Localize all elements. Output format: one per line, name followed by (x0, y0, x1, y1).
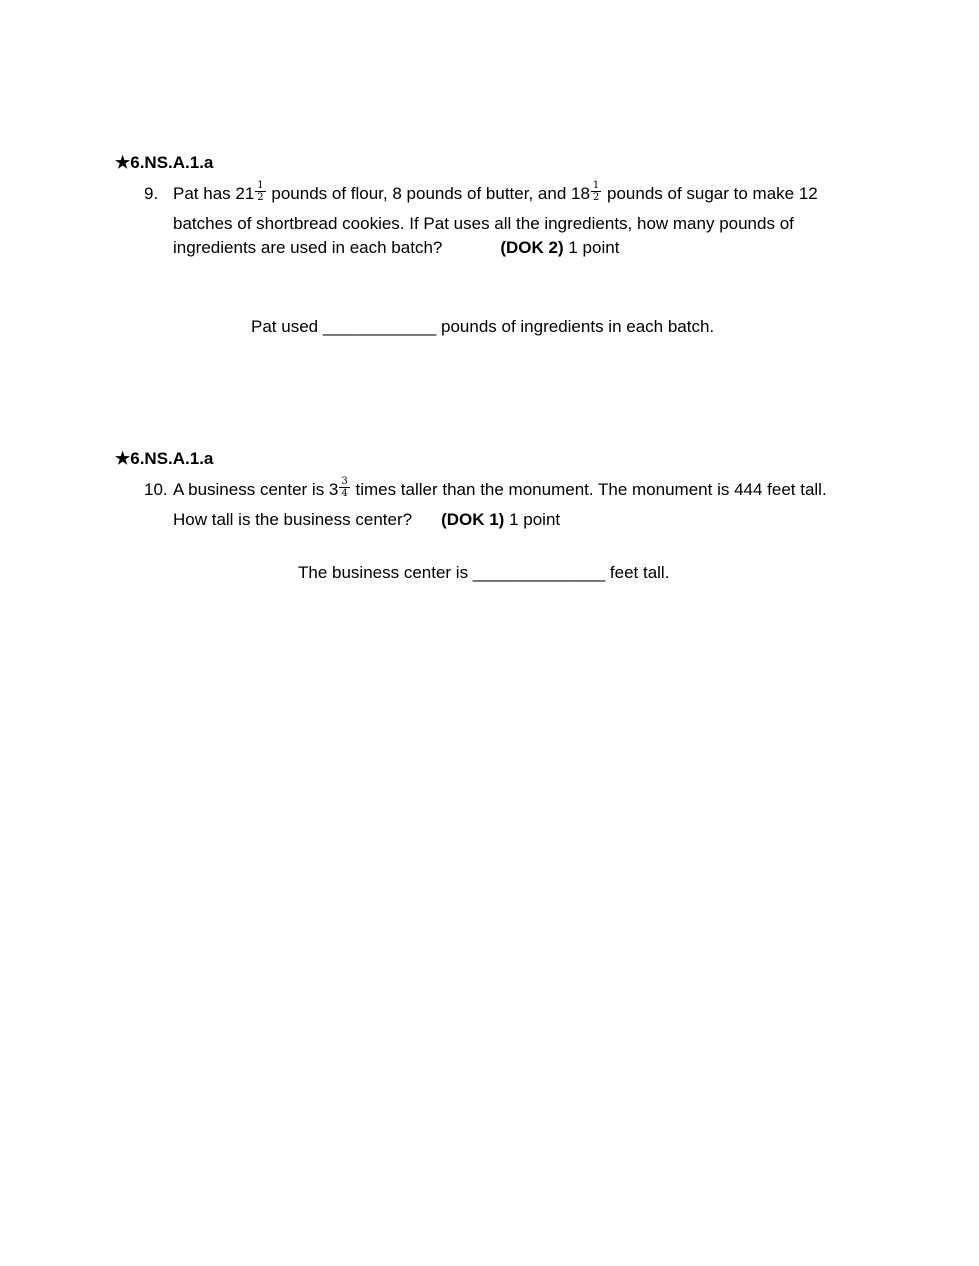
points-label: 1 point (509, 510, 561, 529)
question-text-line (173, 180, 818, 204)
dok-label: (DOK 2) (500, 238, 564, 257)
fraction-denominator: 2 (257, 192, 264, 204)
question-number: 9. (144, 184, 159, 203)
fraction-numerator: 1 (257, 180, 264, 192)
text-segment: times taller than the monument. The monument is 444 feet tall. (350, 480, 827, 499)
question-text-line: batches of shortbread cookies. If Pat uses all the ingredients, how many pounds of (173, 214, 794, 233)
fraction (339, 476, 349, 499)
text-segment: A business center is 3 (173, 480, 339, 499)
answer-line: Pat used ____________ pounds of ingredients in each batch. (251, 317, 715, 336)
question-text-line (173, 238, 619, 258)
text-segment: pounds of flour, 8 pounds of butter, and 18 (266, 184, 590, 203)
question-text-line (173, 476, 827, 500)
text-segment: How tall is the business center? (173, 510, 413, 529)
fraction-numerator: 1 (592, 180, 600, 192)
fraction (591, 180, 601, 203)
text-segment: ingredients are used in each batch? (173, 238, 443, 257)
question-text-line (173, 510, 560, 530)
answer-line: The business center is ______________ feet tall. (298, 563, 670, 582)
standard-label: ★6.NS.A.1.a (115, 153, 214, 172)
fraction-numerator: 3 (341, 476, 348, 488)
text-segment: Pat has 21 (173, 184, 255, 203)
standard-label: ★6.NS.A.1.a (115, 449, 214, 468)
fraction-denominator: 2 (592, 192, 600, 204)
fraction-denominator: 4 (341, 488, 348, 500)
fraction (255, 180, 265, 203)
dok-label: (DOK 1) (441, 510, 505, 529)
points-label: 1 point (568, 238, 620, 257)
text-segment: pounds of sugar to make 12 (602, 184, 818, 203)
question-number: 10. (144, 480, 168, 499)
